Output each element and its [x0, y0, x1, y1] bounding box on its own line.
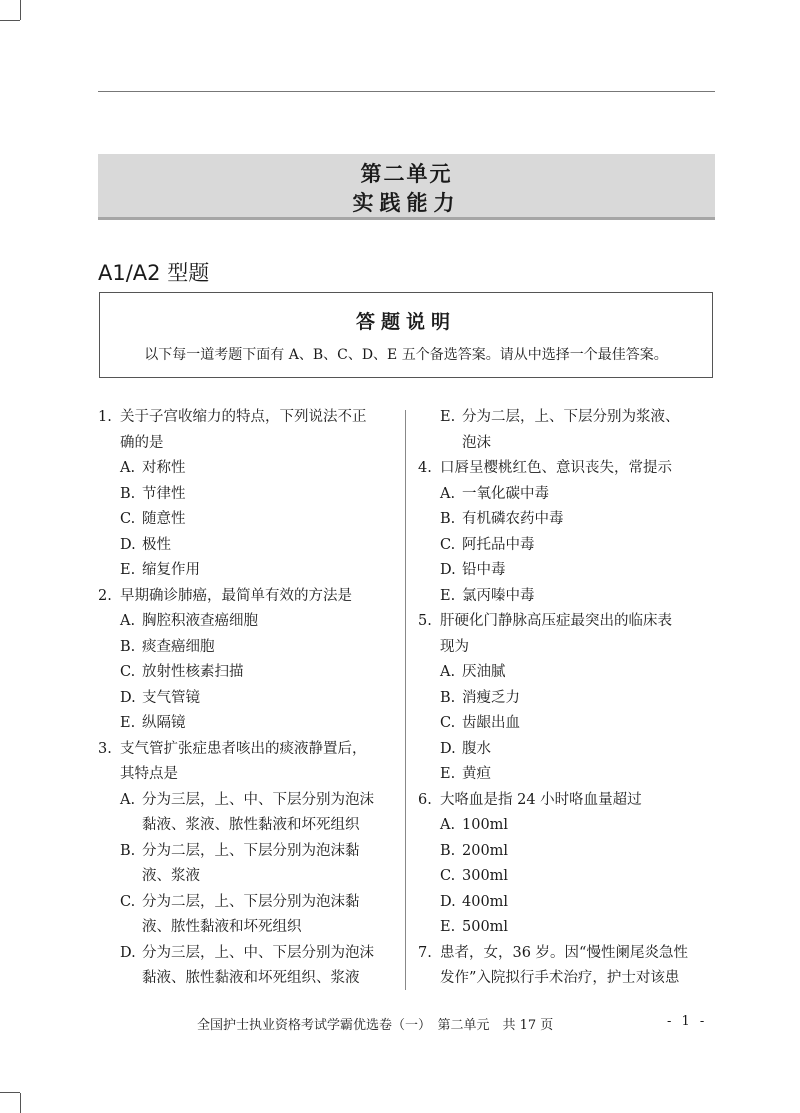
question-4: [418, 456, 738, 609]
option-continuation: 黏液、浆液、脓性黏液和坏死组织: [142, 817, 360, 833]
option[interactable]: B. 有机磷农药中毒: [440, 511, 564, 527]
question-stem: 确的是: [120, 434, 164, 451]
question-6: [418, 788, 738, 941]
option[interactable]: D. 分为三层，上、中、下层分别为泡沫: [120, 944, 374, 961]
unit-banner: [98, 154, 715, 220]
question-stem: 现为: [440, 638, 469, 655]
question-stem: 患者，女，36 岁。因“慢性阑尾炎急性: [440, 944, 688, 961]
option[interactable]: D. 400ml: [440, 893, 509, 910]
crop-mark: [20, 1093, 21, 1113]
footer-text: 全国护士执业资格考试学霸优选卷（一） 第二单元 共 17 页: [197, 1018, 554, 1033]
crop-mark: [0, 1092, 20, 1093]
question-2: [98, 584, 418, 737]
question-stem: 大咯血是指 24 小时咯血量超过: [440, 791, 642, 808]
option[interactable]: D. 支气管镜: [120, 689, 200, 706]
option[interactable]: B. 消瘦乏力: [440, 689, 520, 706]
option[interactable]: A. 厌油腻: [440, 664, 506, 680]
question-3: [98, 737, 418, 992]
question-stem: 支气管扩张症患者咳出的痰液静置后，: [120, 740, 367, 757]
option[interactable]: A. 分为三层，上、中、下层分别为泡沫: [120, 791, 374, 808]
question-number: 1.: [98, 409, 112, 425]
question-stem: 口唇呈樱桃红色、意识丧失，常提示: [440, 460, 672, 476]
option[interactable]: E. 缩复作用: [120, 562, 200, 578]
instructions-text: 以下每一道考题下面有 A、B、C、D、E 五个备选答案。请从中选择一个最佳答案。: [144, 347, 668, 363]
option[interactable]: E. 氯丙嗪中毒: [440, 587, 535, 604]
option-continuation: 液、浆液: [142, 868, 200, 884]
option[interactable]: C. 300ml: [440, 868, 509, 884]
question-7: [418, 941, 738, 992]
question-stem: 其特点是: [120, 766, 178, 782]
option[interactable]: B. 分为二层，上、下层分别为泡沫黏: [120, 842, 360, 859]
option[interactable]: D. 铅中毒: [440, 562, 506, 578]
question-stem: 早期确诊肺癌，最简单有效的方法是: [120, 587, 352, 604]
question-number: 5.: [418, 613, 432, 629]
option[interactable]: B. 节律性: [120, 485, 186, 502]
question-1: [98, 405, 418, 584]
right-column: [418, 405, 738, 992]
option[interactable]: C. 分为二层，上、下层分别为泡沫黏: [120, 893, 360, 910]
question-stem: 发作”入院拟行手术治疗，护士对该患: [440, 970, 680, 986]
question-number: 4.: [418, 460, 432, 476]
unit-title: 第二单元: [360, 161, 453, 186]
option[interactable]: C. 放射性核素扫描: [120, 664, 244, 680]
option[interactable]: B. 痰查癌细胞: [120, 638, 215, 655]
instructions-title: 答题说明: [355, 311, 456, 333]
crop-mark: [0, 20, 20, 21]
option[interactable]: A. 100ml: [440, 817, 509, 833]
option[interactable]: B. 200ml: [440, 842, 509, 859]
option[interactable]: C. 随意性: [120, 511, 186, 527]
unit-subtitle: 实践能力: [352, 190, 461, 215]
option[interactable]: A. 对称性: [120, 460, 186, 476]
option[interactable]: C. 齿龈出血: [440, 715, 520, 731]
question-3-option-e: [418, 405, 738, 456]
option-continuation: 黏液、脓性黏液和坏死组织、浆液: [142, 970, 360, 986]
header-rule: [98, 91, 715, 92]
option[interactable]: A. 胸腔积液查癌细胞: [120, 613, 258, 629]
option-continuation: 泡沫: [462, 434, 491, 451]
option[interactable]: E. 纵隔镜: [120, 715, 186, 731]
option[interactable]: C. 阿托品中毒: [440, 536, 535, 553]
question-number: 6.: [418, 791, 432, 808]
option[interactable]: E. 分为二层，上、下层分别为浆液、: [440, 409, 680, 425]
section-heading: A1/A2 型题: [98, 261, 210, 285]
option[interactable]: D. 腹水: [440, 740, 491, 757]
option[interactable]: E. 黄疸: [440, 766, 491, 782]
question-number: 3.: [98, 740, 112, 757]
question-number: 7.: [418, 944, 432, 961]
option[interactable]: D. 极性: [120, 536, 171, 553]
option-continuation: 液、脓性黏液和坏死组织: [142, 919, 302, 935]
option[interactable]: A. 一氧化碳中毒: [440, 485, 549, 502]
question-stem: 关于子宫收缩力的特点，下列说法不正: [120, 409, 367, 425]
page-number: - 1 -: [667, 1014, 708, 1029]
question-5: [418, 609, 738, 788]
question-stem: 肝硬化门静脉高压症最突出的临床表: [440, 613, 672, 629]
option[interactable]: E. 500ml: [440, 919, 509, 935]
instructions-box: [99, 292, 713, 378]
left-column: [98, 405, 418, 992]
crop-mark: [20, 0, 21, 20]
question-number: 2.: [98, 587, 112, 604]
